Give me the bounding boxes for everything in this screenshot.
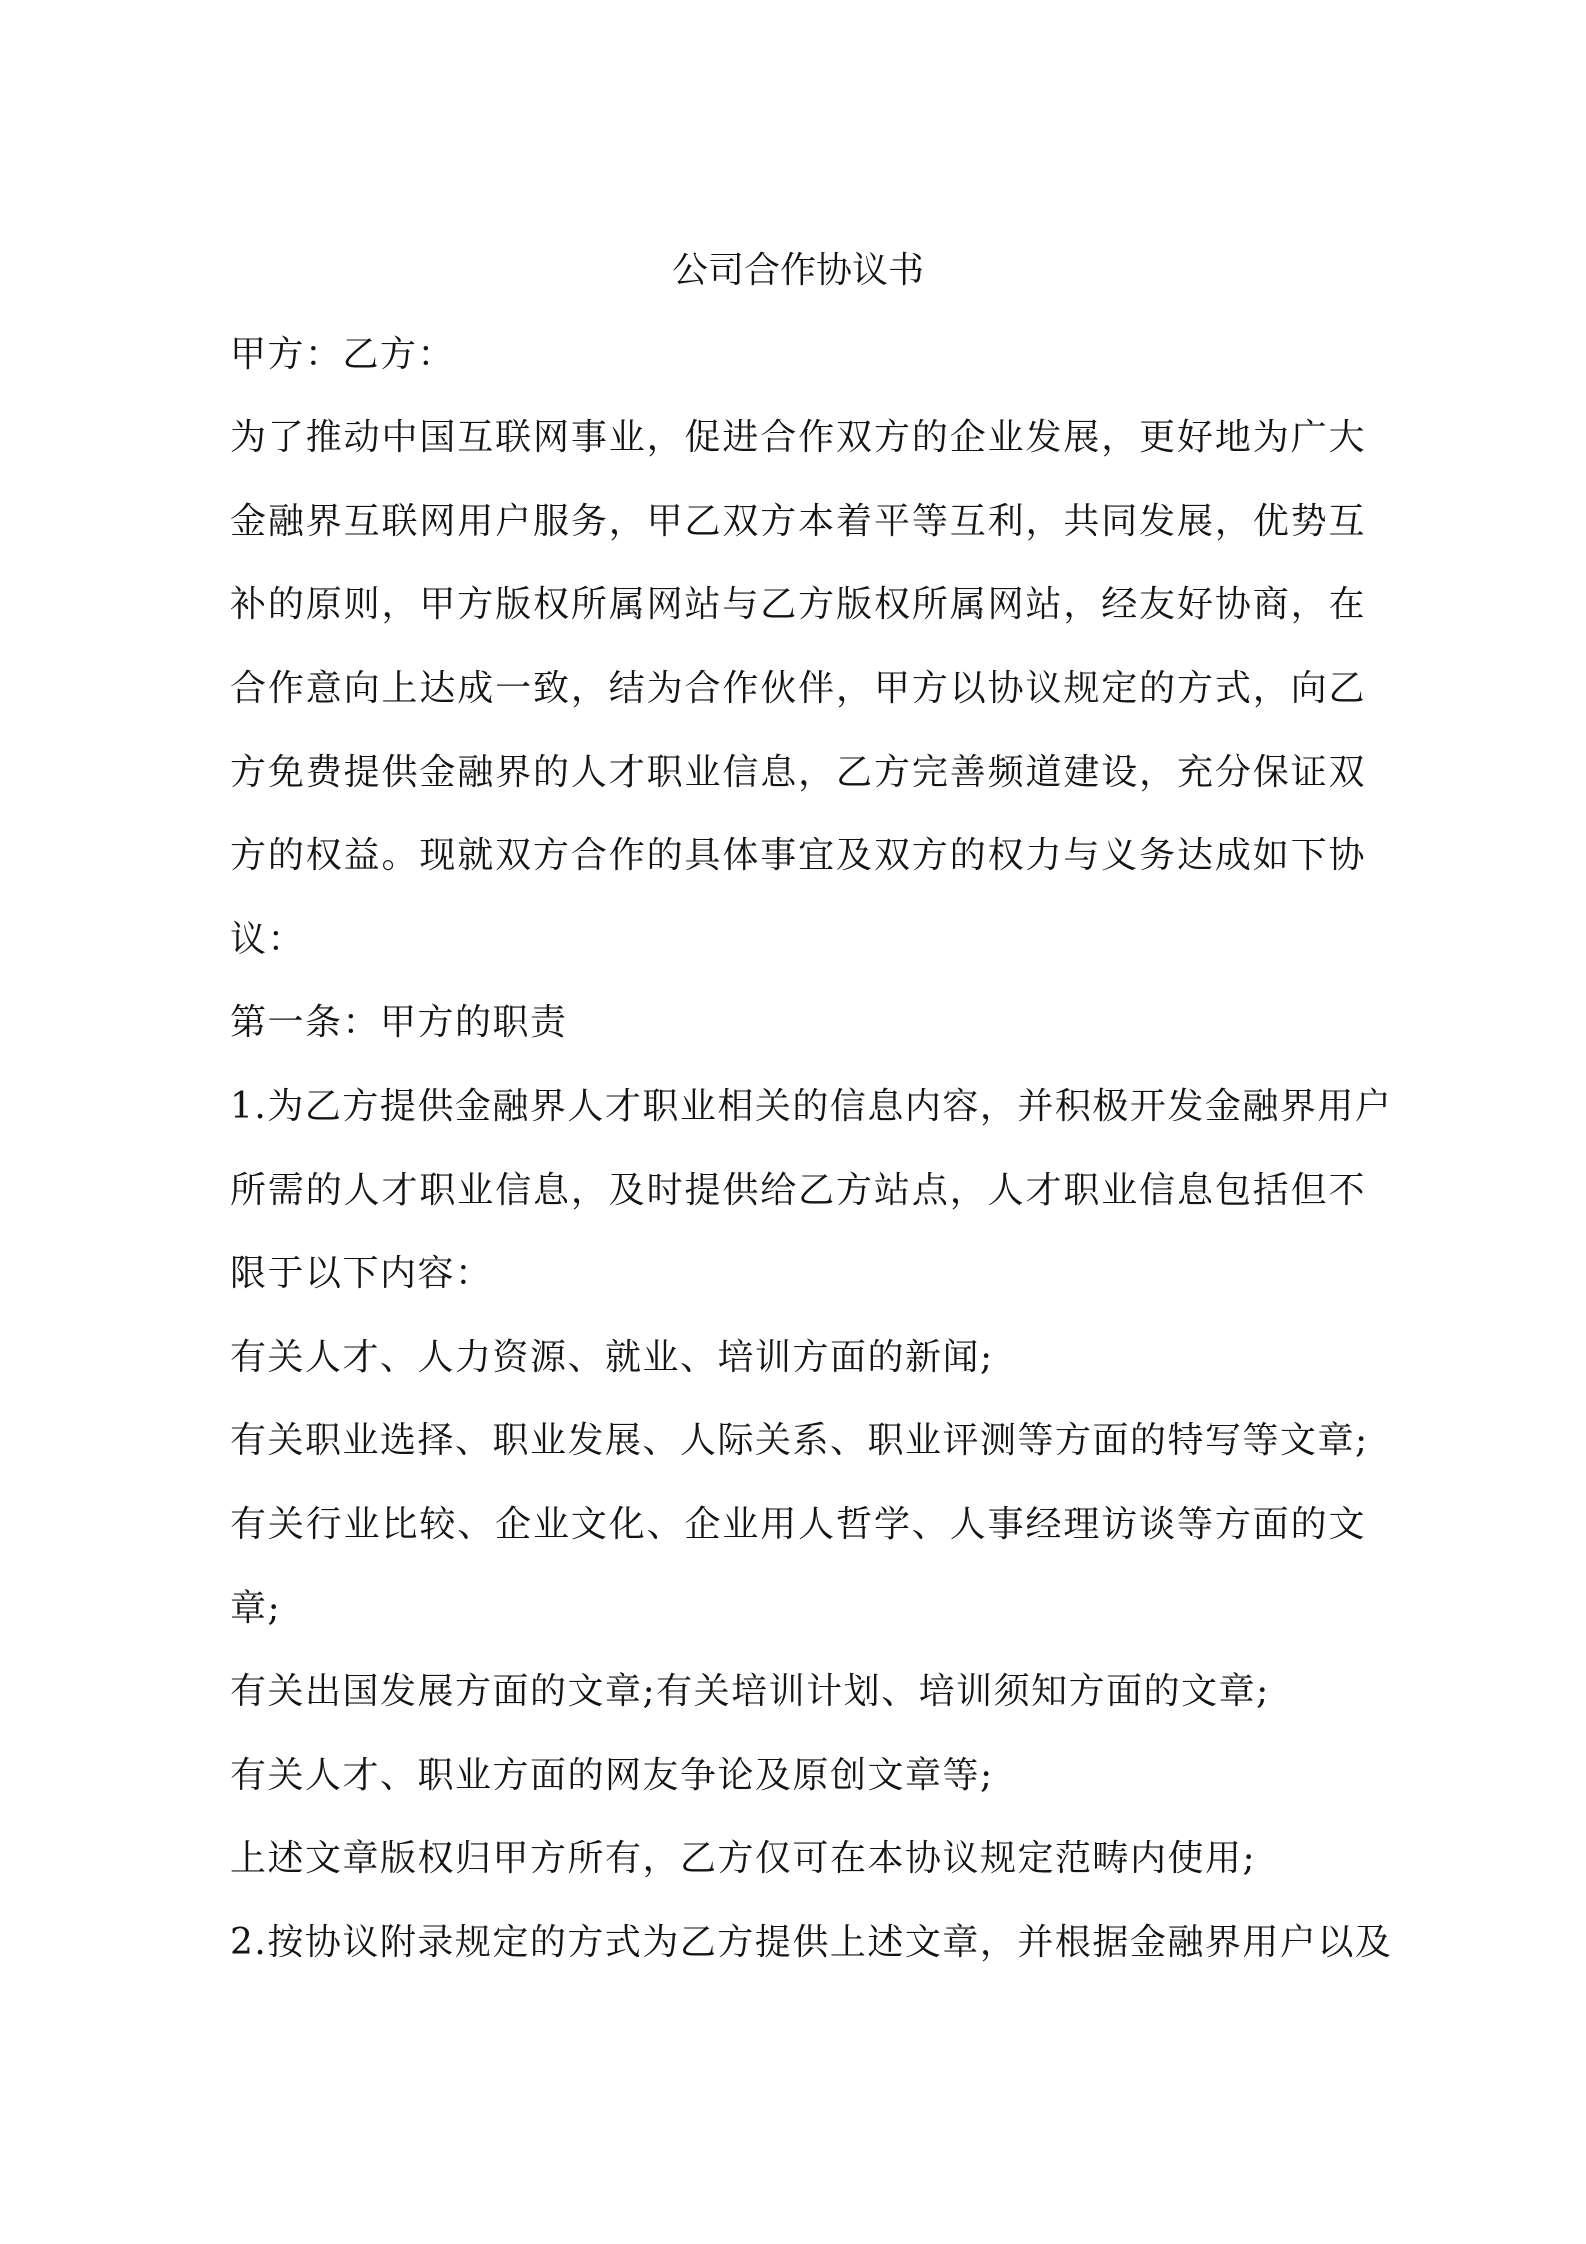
preamble-line: 方的权益。现就双方合作的具体事宜及双方的权力与义务达成如下协 [230,835,1366,877]
document-title: 公司合作协议书 [671,250,924,291]
copyright-note: 上述文章版权归甲方所有，乙方仅可在本协议规定范畴内使用; [230,1838,1257,1880]
clause-1-line: 所需的人才职业信息，及时提供给乙方站点，人才职业信息包括但不 [230,1169,1366,1211]
preamble-line: 议： [230,918,306,960]
preamble-line: 为了推动中国互联网事业，促进合作双方的企业发展，更好地为广大 [230,417,1366,459]
article-heading: 第一条：甲方的职责 [230,1002,568,1044]
content-list-item: 有关职业选择、职业发展、人际关系、职业评测等方面的特写等文章; [230,1420,1369,1462]
preamble-line: 金融界互联网用户服务，甲乙双方本着平等互利，共同发展，优势互 [230,500,1366,542]
content-list-item: 有关人才、职业方面的网友争论及原创文章等; [230,1754,994,1796]
content-list-item: 有关行业比较、企业文化、企业用人哲学、人事经理访谈等方面的文 [230,1503,1366,1545]
document-body [230,229,1393,1984]
parties-line: 甲方：乙方： [230,333,456,375]
preamble-line: 方免费提供金融界的人才职业信息，乙方完善频道建设，充分保证双 [230,751,1366,793]
preamble-line: 合作意向上达成一致，结为合作伙伴，甲方以协议规定的方式，向乙 [230,667,1366,709]
preamble-paragraph [230,396,1366,981]
clause-2-line: 2.按协议附录规定的方式为乙方提供上述文章，并根据金融界用户以及 [230,1921,1393,1963]
preamble-line: 补的原则，甲方版权所属网站与乙方版权所属网站，经友好协商，在 [230,584,1366,626]
article-body [230,1065,1393,1985]
content-list-item: 有关人才、人力资源、就业、培训方面的新闻; [230,1336,994,1378]
content-list-item: 有关出国发展方面的文章;有关培训计划、培训须知方面的文章; [230,1671,1270,1713]
clause-1-line: 限于以下内容： [230,1253,493,1295]
content-list-item: 章; [230,1587,282,1629]
clause-1-line: 1.为乙方提供金融界人才职业相关的信息内容，并积极开发金融界用户 [230,1085,1393,1127]
